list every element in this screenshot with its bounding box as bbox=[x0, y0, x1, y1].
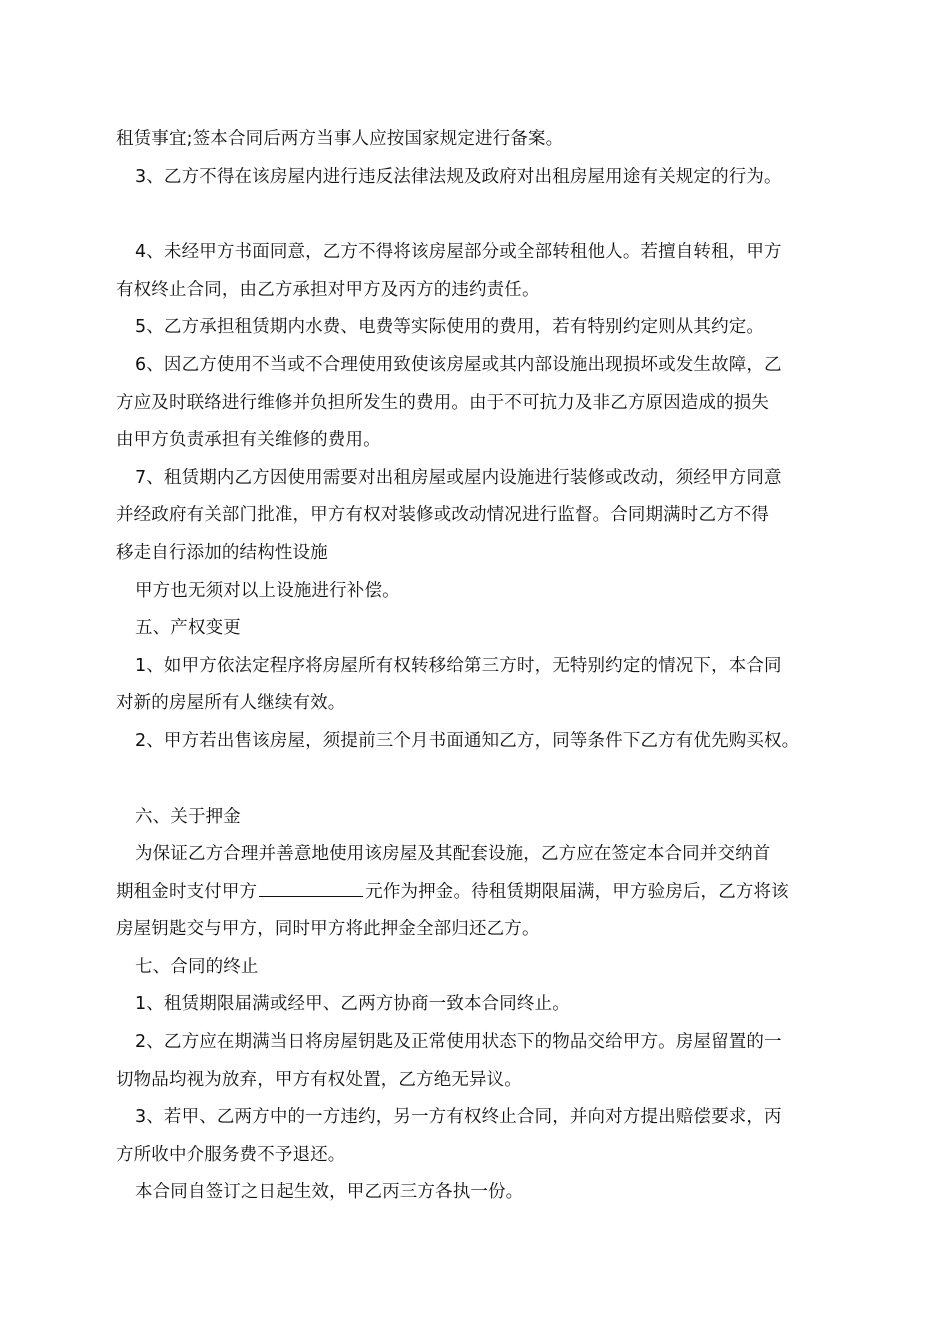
clause-7-2-line: 2、乙方应在期满当日将房屋钥匙及正常使用状态下的物品交给甲方。房屋留置的一 bbox=[135, 1032, 782, 1053]
deposit-amount-blank bbox=[259, 878, 363, 897]
clause-5-1-line: 1、如甲方依法定程序将房屋所有权转移给第三方时，无特别约定的情况下，本合同 bbox=[135, 655, 782, 676]
contract-body bbox=[116, 121, 842, 1212]
clause-7-line: 7、租赁期内乙方因使用需要对出租房屋或屋内设施进行装修或改动，须经甲方同意 bbox=[135, 467, 782, 488]
clause-5-line: 5、乙方承担租赁期内水费、电费等实际使用的费用，若有特别约定则从其约定。 bbox=[135, 317, 765, 338]
paragraph-gap bbox=[116, 196, 842, 234]
paragraph-gap bbox=[116, 761, 842, 799]
text-line: 甲方也无须对以上设施进行补偿。 bbox=[135, 580, 400, 601]
text-line: 房屋钥匙交与甲方，同时甲方将此押金全部归还乙方。 bbox=[116, 919, 540, 940]
deposit-paragraph-line: 为保证乙方合理并善意地使用该房屋及其配套设施，乙方应在签定本合同并交纳首 bbox=[135, 844, 771, 865]
section-heading-5: 五、产权变更 bbox=[135, 618, 241, 639]
text-line: 方应及时联络进行维修并负担所发生的费用。由于不可抗力及非乙方原因造成的损失 bbox=[116, 392, 770, 413]
section-heading-7: 七、合同的终止 bbox=[135, 956, 259, 977]
text-line: 方所收中介服务费不予退还。 bbox=[116, 1144, 346, 1165]
clause-7-3-line: 3、若甲、乙两方中的一方违约，另一方有权终止合同，并向对方提出赔偿要求，丙 bbox=[135, 1107, 782, 1128]
text-fragment: 元作为押金。待租赁期限届满，甲方验房后，乙方将该 bbox=[365, 881, 789, 902]
text-line: 并经政府有关部门批准，甲方有权对装修或改动情况进行监督。合同期满时乙方不得 bbox=[116, 505, 770, 526]
section-heading-6: 六、关于押金 bbox=[135, 806, 241, 827]
text-line: 有权终止合同，由乙方承担对甲方及丙方的违约责任。 bbox=[116, 279, 540, 300]
clause-4-line: 4、未经甲方书面同意，乙方不得将该房屋部分或全部转租他人。若擅自转租，甲方 bbox=[135, 242, 782, 263]
text-line: 切物品均视为放弃，甲方有权处置，乙方绝无异议。 bbox=[116, 1069, 522, 1090]
clause-7-1-line: 1、租赁期限届满或经甲、乙两方协商一致本合同终止。 bbox=[135, 994, 570, 1015]
text-line: 移走自行添加的结构性设施 bbox=[116, 542, 328, 563]
text-line: 由甲方负责承担有关维修的费用。 bbox=[116, 430, 381, 451]
deposit-amount-line bbox=[116, 874, 842, 912]
effective-clause-line: 本合同自签订之日起生效，甲乙丙三方各执一份。 bbox=[135, 1182, 524, 1203]
clause-5-2-line: 2、甲方若出售该房屋，须提前三个月书面通知乙方，同等条件下乙方有优先购买权。 bbox=[135, 730, 800, 751]
text-line: 租赁事宜;签本合同后两方当事人应按国家规定进行备案。 bbox=[116, 129, 564, 149]
clause-6-line: 6、因乙方使用不当或不合理使用致使该房屋或其内部设施出现损坏或发生故障，乙 bbox=[135, 354, 782, 375]
clause-3-line: 3、乙方不得在该房屋内进行违反法律法规及政府对出租房屋用途有关规定的行为。 bbox=[135, 166, 782, 187]
text-line: 对新的房屋所有人继续有效。 bbox=[116, 693, 346, 714]
text-fragment: 期租金时支付甲方 bbox=[116, 881, 258, 902]
